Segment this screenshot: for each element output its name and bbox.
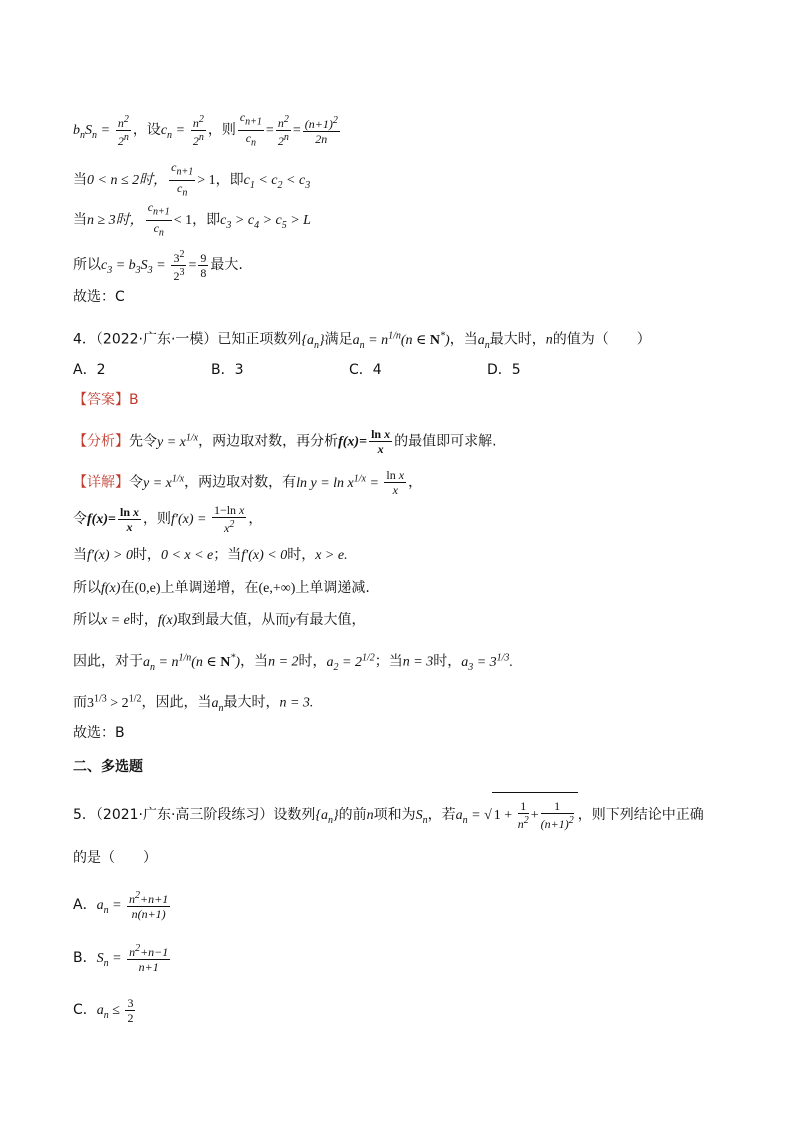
detail-line-7: 而$3^{1/3} > 2^{1/2}$，因此，当$a_n$最大时，n = 3. (73, 693, 314, 714)
question-5-stem: 5．（2021·广东·高三阶段练习）设数列$\{a_n\}$的前n项和为$S_n$，若$a_n$ = √ 1 + $\frac{1}{n^2}$ + $\frac{1}{(n+1)^2}$ ，则下列结论中正确 (73, 792, 733, 836)
detail-line-3: 当f′(x) > 0时，0 < x < e；当f′(x) < 0时，x > e. (73, 547, 348, 563)
answer-line-3: 故选：C (73, 289, 125, 305)
detail-line-6: 因此，对于$a_n = n^{1/n}(n$ ∈ N*)，当n = 2时，$a_2 = 2^{1/2}$；当n = 3时，$a_3 = 3^{1/3}$. (73, 652, 513, 673)
solution-line-4: 所以$c_3 = b_3S_3$ = $\frac{3^2}{2^3}$ = $\frac{9}{8}$ 最大. (73, 248, 243, 283)
answer-line-4: 故选：B (73, 725, 125, 741)
option-c: C．4 (349, 362, 382, 378)
question-4-options (73, 360, 733, 380)
analysis-tag: 【分析】 (73, 433, 129, 450)
solution-line-2: 当0 < n ≤ 2时， $\frac{c_{n+1}}{c_n}$ > 1，即$c_1 < c_2 < c_3$ (73, 160, 311, 198)
detail-line-4: 所以f(x)在(0,e)上单调递增，在(e,+∞)上单调递减. (73, 580, 370, 596)
detail-block: 【详解】令$y = x^{1/x}$，两边取对数，有$\ln y = \ln x^{1/x}$ = $\frac{\text{ln x}}{x}$ ， (73, 468, 423, 498)
analysis-block: 【分析】先令$y = x^{1/x}$，两边取对数，再分析f(x)= $\frac{\text{ln x}}{x}$ 的最值即可求解. (73, 427, 497, 457)
question-5-stem-cont: 的是（ ） (73, 850, 157, 866)
section-heading: 二、多选题 (73, 759, 143, 775)
option-a: A．2 (73, 362, 106, 378)
answer-block: 【答案】B (73, 392, 139, 408)
detail-line-2: 令f(x)= $\frac{\text{ln x}}{x}$ ，则f′(x) = $\frac{\text{1−ln x}}{x^2}$ ， (73, 503, 263, 535)
solution-line-3: 当n ≥ 3时， $\frac{c_{n+1}}{c_n}$ < 1，即$c_3 > c_4 > c_5 > L$ (73, 200, 311, 238)
question-4-stem: 4．（2022·广东·一模）已知正项数列$\{a_n\}$满足$a_n = n^{1/n}(n$ ∈ N*)，当$a_n$最大时，n的值为（ ） (73, 330, 651, 351)
option-b: B．3 (211, 362, 244, 378)
detail-tag: 【详解】 (73, 474, 129, 491)
detail-line-5: 所以x = e时，f(x)取到最大值，从而y有最大值， (73, 612, 366, 628)
question-5-option-a: A．$a_n$ = $\frac{n^2+n+1}{n(n+1)}$ (73, 890, 169, 921)
answer-tag: 【答案】 (73, 392, 129, 408)
solution-line-1: $b_nS_n$ = $\frac{n^2}{2^n}$ ，设$c_n$ = $\frac{n^2}{2^n}$ ，则 $\frac{c_{n+1}}{c_n}$ = $\frac{n^2}{2^n}$ = $\frac{(n+1)^2}{2n}$ (73, 110, 338, 148)
question-5-option-b: B．$S_n$ = $\frac{n^2+n-1}{n+1}$ (73, 943, 169, 974)
option-d: D．5 (487, 362, 521, 378)
question-5-option-c: C．$a_n$ ≤ $\frac{3}{2}$ (73, 995, 134, 1025)
